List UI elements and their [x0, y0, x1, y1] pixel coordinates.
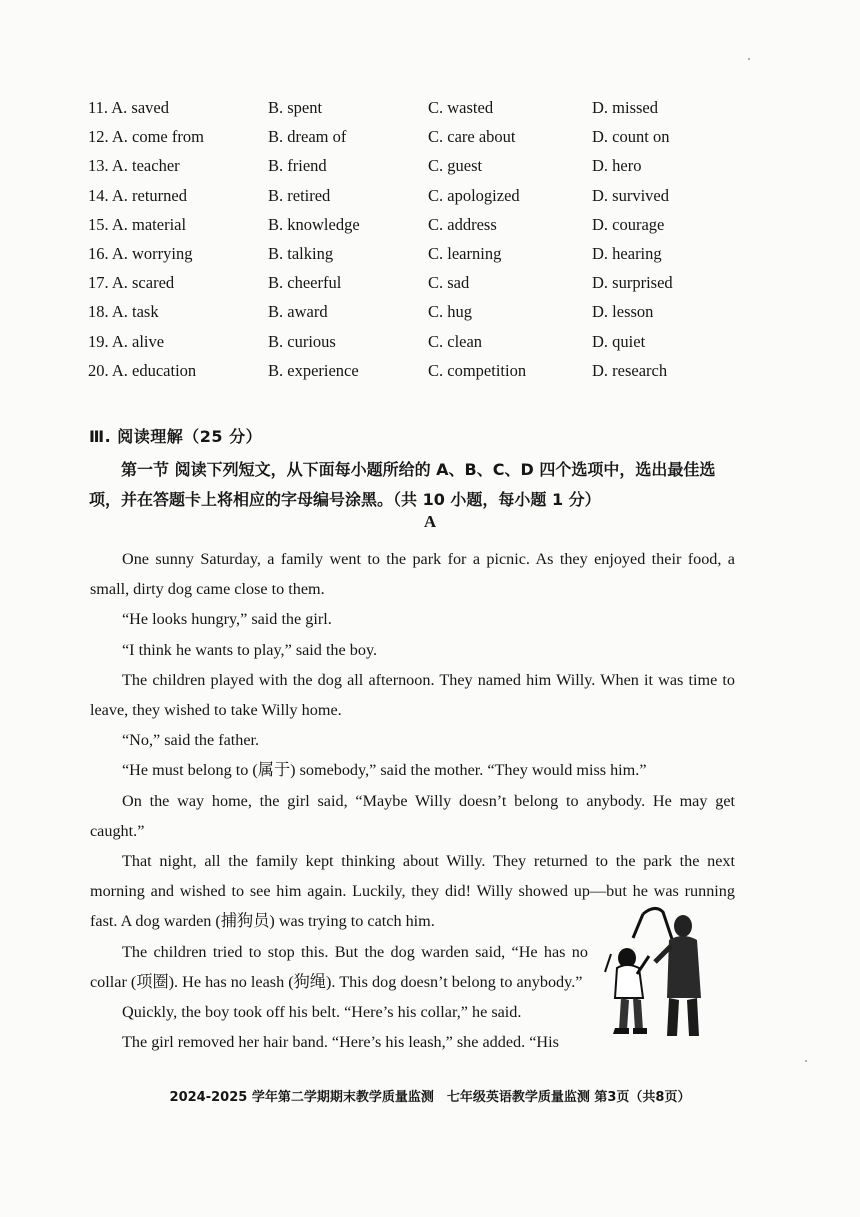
- question-20-option-a: 20. A. education: [88, 360, 197, 380]
- section-instructions: 第一节 阅读下列短文，从下面每小题所给的 A、B、C、D 四个选项中，选出最佳选项，并在答题卡上将相应的字母编号涂黑。（共 10 小题，每小题 1 分）: [89, 460, 716, 509]
- option-row: [88, 127, 788, 156]
- question-16-option-a: 16. A. worrying: [88, 243, 193, 263]
- question-19-option-b: B. curious: [268, 331, 336, 351]
- option-row: [88, 361, 788, 390]
- question-16-option-b: B. talking: [268, 243, 334, 263]
- question-17-option-b: B. cheerful: [268, 273, 342, 293]
- passage-paragraph: The children tried to stop this. But the dog warden said, “He has no collar (项圈). He has no leash (狗绳). This dog doesn’t belong to anybody.”: [90, 942, 588, 991]
- question-14-option-d: D. survived: [592, 185, 669, 205]
- passage-paragraph: The children played with the dog all afternoon. They named him Willy. When it was time to leave, they wished to take Willy home.: [90, 670, 735, 720]
- question-16-option-d: D. hearing: [592, 243, 662, 263]
- scan-speck: [748, 58, 750, 60]
- question-20-option-c: C. competition: [428, 360, 527, 380]
- question-15-option-b: B. knowledge: [268, 214, 360, 234]
- passage-paragraph: “No,” said the father.: [122, 731, 260, 750]
- option-row: [88, 244, 788, 273]
- question-17-option-a: 17. A. scared: [88, 273, 175, 293]
- question-18-option-d: D. lesson: [592, 302, 654, 322]
- option-row: [88, 273, 788, 302]
- question-13-option-a: 13. A. teacher: [88, 156, 180, 176]
- scan-speck: [805, 1060, 807, 1062]
- question-15-option-c: C. address: [428, 214, 497, 234]
- question-15-option-d: D. courage: [592, 214, 665, 234]
- question-20-option-b: B. experience: [268, 360, 359, 380]
- section-title: Ⅲ. 阅读理解（25 分）: [89, 427, 263, 446]
- option-row: [88, 156, 788, 185]
- option-row: [88, 332, 788, 361]
- question-12-option-c: C. care about: [428, 127, 516, 147]
- question-13-option-d: D. hero: [592, 156, 642, 176]
- question-18-option-c: C. hug: [428, 302, 473, 322]
- passage-paragraph: One sunny Saturday, a family went to the park for a picnic. As they enjoyed their food, a small, dirty dog came close to them.: [90, 550, 735, 599]
- question-18-option-a: 18. A. task: [88, 302, 159, 322]
- options-table: [88, 98, 788, 390]
- question-11-option-b: B. spent: [268, 98, 323, 117]
- question-13-option-c: C. guest: [428, 156, 483, 176]
- question-20-option-d: D. research: [592, 360, 668, 380]
- question-19-option-a: 19. A. alive: [88, 331, 165, 351]
- passage-paragraph: The girl removed her hair band. “Here’s his leash,” she added. “His: [122, 1033, 559, 1052]
- passage-paragraph: “He looks hungry,” said the girl.: [122, 610, 332, 629]
- question-19-option-d: D. quiet: [592, 331, 646, 351]
- option-row: [88, 98, 788, 127]
- question-13-option-b: B. friend: [268, 156, 327, 176]
- passage-paragraph: That night, all the family kept thinking about Willy. They returned to the park the next morning and wished to see him again. Luckily, they did! Willy showed up—but he was running fast. A dog warden (捕狗员) was trying to catch him.: [90, 852, 735, 931]
- question-16-option-c: C. learning: [428, 243, 502, 263]
- passage-paragraph: On the way home, the girl said, “Maybe Willy doesn’t belong to anybody. He may get caught.”: [90, 791, 735, 840]
- question-12-option-d: D. count on: [592, 127, 670, 147]
- question-11-option-a: 11. A. saved: [88, 98, 169, 117]
- option-row: [88, 186, 788, 215]
- question-18-option-b: B. award: [268, 302, 328, 322]
- passage-paragraph: Quickly, the boy took off his belt. “Here’s his collar,” he said.: [122, 1003, 522, 1022]
- question-14-option-c: C. apologized: [428, 185, 520, 205]
- page-footer: 2024-2025 学年第二学期期末教学质量监测 七年级英语教学质量监测 第3页（共8页）: [169, 1090, 691, 1105]
- passage-paragraph: “He must belong to (属于) somebody,” said the mother. “They would miss him.”: [122, 761, 647, 780]
- dog-warden-illustration: [603, 902, 715, 1042]
- question-14-option-a: 14. A. returned: [88, 185, 187, 205]
- question-12-option-a: 12. A. come from: [88, 127, 204, 147]
- question-17-option-d: D. surprised: [592, 273, 673, 293]
- passage-label: A: [423, 512, 437, 531]
- option-row: [88, 215, 788, 244]
- option-row: [88, 302, 788, 331]
- question-19-option-c: C. clean: [428, 331, 483, 351]
- question-12-option-b: B. dream of: [268, 127, 347, 147]
- question-11-option-d: D. missed: [592, 98, 658, 117]
- question-17-option-c: C. sad: [428, 273, 470, 293]
- question-15-option-a: 15. A. material: [88, 214, 187, 234]
- question-11-option-c: C. wasted: [428, 98, 494, 117]
- passage-paragraph: “I think he wants to play,” said the boy.: [122, 640, 378, 659]
- question-14-option-b: B. retired: [268, 185, 331, 205]
